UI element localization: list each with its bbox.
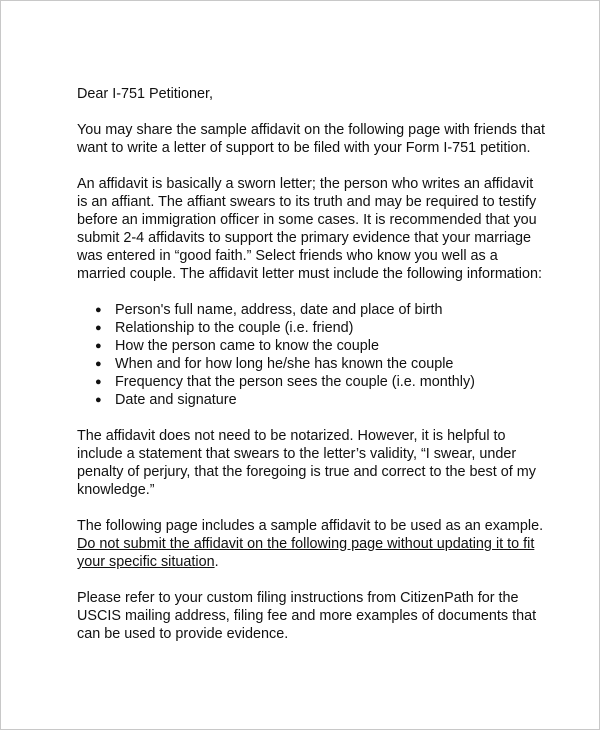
sample-affidavit-end: . [214, 554, 219, 570]
list-item [95, 301, 547, 319]
letter-body [77, 85, 547, 661]
bullet-icon: ● [95, 376, 102, 388]
list-item [95, 337, 547, 355]
list-item-text: When and for how long he/she has known the couple [115, 356, 454, 372]
sample-affidavit-paragraph [77, 517, 547, 571]
sample-affidavit-intro: The following page includes a sample affidavit to be used as an example. [77, 518, 544, 534]
filing-instructions-paragraph: Please refer to your custom filing instructions from CitizenPath for the USCIS mailing address, filing fee and more examples of documents that can be used to provide evidence. [77, 590, 537, 642]
required-info-list [77, 301, 547, 409]
list-item [95, 355, 547, 373]
list-item-text: Date and signature [115, 392, 237, 408]
bullet-icon: ● [95, 322, 102, 334]
list-item-text: Relationship to the couple (i.e. friend) [115, 320, 354, 336]
notarization-paragraph: The affidavit does not need to be notarized. However, it is helpful to include a statement that swears to the letter’s validity, “I swear, under penalty of perjury, that the foregoing is true and correct to the best of my knowledge.” [77, 428, 536, 498]
list-item [95, 319, 547, 337]
list-item-text: How the person came to know the couple [115, 338, 379, 354]
do-not-submit-warning: Do not submit the affidavit on the following page without updating it to fit your specific situation [77, 536, 535, 570]
list-item-text: Person's full name, address, date and place of birth [115, 302, 443, 318]
list-item [95, 391, 547, 409]
list-item [95, 373, 547, 391]
list-item-text: Frequency that the person sees the couple (i.e. monthly) [115, 374, 475, 390]
bullet-icon: ● [95, 340, 102, 352]
salutation: Dear I-751 Petitioner, [77, 86, 213, 102]
bullet-icon: ● [95, 394, 102, 406]
affidavit-explanation-paragraph: An affidavit is basically a sworn letter; the person who writes an affidavit is an affiant. The affiant swears to its truth and may be required to testify before an immigration officer in some cases. It is recommended that you submit 2-4 affidavits to support the primary evidence that your marriage was entered in “good faith.” Select friends who know you well as a married couple. The affidavit letter must include the following information: [77, 176, 543, 282]
bullet-icon: ● [95, 304, 102, 316]
intro-paragraph: You may share the sample affidavit on the following page with friends that want to write a letter of support to be filed with your Form I-751 petition. [77, 122, 545, 156]
bullet-icon: ● [95, 358, 102, 370]
